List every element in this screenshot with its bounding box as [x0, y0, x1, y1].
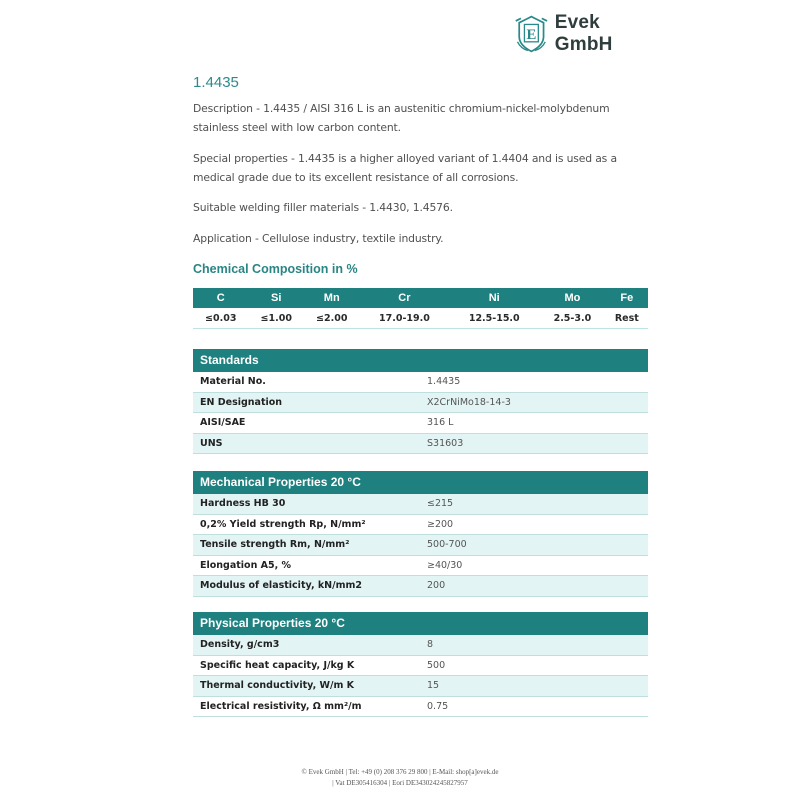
row-key: Material No. [200, 376, 266, 387]
chem-value-mn: ≤2.00 [304, 308, 360, 329]
chemical-composition-title: Chemical Composition in % [193, 262, 358, 276]
description-label: Description - [193, 102, 264, 115]
footer-tax-line: | Vat DE305416304 | Eori DE343024245827957 [332, 779, 468, 787]
row-value: X2CrNiMo18-14-3 [427, 396, 511, 408]
logo-letter: E [526, 27, 537, 44]
description-text: 1.4435 / AISI 316 L is an austenitic chromium-nickel-molybdenum stainless steel with low carbon content. [193, 102, 610, 134]
row-key: AISI/SAE [200, 417, 246, 428]
mechanical-properties-table [193, 471, 648, 597]
table-row [193, 697, 648, 718]
row-key: Elongation A5, % [200, 559, 292, 571]
special-properties-paragraph [193, 149, 653, 187]
row-value: 8 [427, 639, 434, 650]
row-key: Density, g/cm3 [200, 639, 280, 650]
row-key: Hardness HB 30 [200, 498, 286, 509]
chem-header-si: Si [249, 288, 305, 308]
standards-table [193, 349, 648, 454]
chem-value-ni: 12.5-15.0 [449, 308, 539, 329]
chem-value-c: ≤0.03 [193, 308, 249, 329]
row-value: 15 [427, 680, 440, 691]
brand-logo [514, 12, 654, 56]
physical-properties-title: Physical Properties 20 °C [193, 612, 648, 635]
page-title: 1.4435 [193, 74, 239, 91]
chem-header-fe: Fe [606, 288, 648, 308]
row-value: ≤215 [427, 498, 454, 509]
table-row [193, 635, 648, 656]
chemical-composition-table [193, 288, 648, 329]
welding-label: Suitable welding filler materials - [193, 201, 370, 214]
table-row [193, 434, 648, 455]
standards-title: Standards [193, 349, 648, 372]
brand-name: Evek GmbH [554, 12, 613, 55]
chem-value-cr: 17.0-19.0 [360, 308, 450, 329]
row-value: 500 [427, 659, 446, 671]
welding-paragraph [193, 198, 653, 217]
table-row [193, 576, 648, 597]
welding-text: 1.4430, 1.4576. [369, 201, 453, 214]
row-key: EN Designation [200, 396, 283, 408]
table-row [193, 413, 648, 434]
row-key: UNS [200, 437, 223, 449]
chem-header-mn: Mn [304, 288, 360, 308]
row-key: 0,2% Yield strength Rp, N/mm² [200, 518, 366, 530]
row-key: Tensile strength Rm, N/mm² [200, 539, 350, 550]
table-row [193, 676, 648, 697]
row-value: 1.4435 [427, 376, 461, 387]
row-value: 200 [427, 580, 446, 591]
chem-value-fe: Rest [606, 308, 648, 329]
chem-value-si: ≤1.00 [249, 308, 305, 329]
row-key: Specific heat capacity, J/kg K [200, 659, 355, 671]
chem-header-ni: Ni [449, 288, 539, 308]
chem-header-mo: Mo [539, 288, 605, 308]
mechanical-properties-title: Mechanical Properties 20 °C [193, 471, 648, 494]
table-row [193, 535, 648, 556]
row-value: S31603 [427, 437, 464, 449]
row-value: 0.75 [427, 700, 449, 712]
description-paragraph [193, 99, 653, 137]
row-key: Modulus of elasticity, kN/mm2 [200, 580, 363, 591]
chem-header-cr: Cr [360, 288, 450, 308]
row-value: ≥40/30 [427, 559, 463, 571]
shield-crest-icon [514, 14, 549, 54]
application-paragraph [193, 229, 653, 248]
row-value: 500-700 [427, 539, 467, 550]
table-row [193, 656, 648, 677]
row-value: 316 L [427, 417, 454, 428]
table-row [193, 515, 648, 536]
chem-header-c: C [193, 288, 249, 308]
page-footer [0, 767, 800, 789]
special-properties-text: 1.4435 is a higher alloyed variant of 1.4404 and is used as a medical grade due to its excellent resistance of all corrosions. [193, 152, 617, 184]
application-label: Application - [193, 232, 262, 245]
physical-properties-table [193, 612, 648, 717]
chemical-header-row [193, 288, 648, 308]
row-key: Electrical resistivity, Ω mm²/m [200, 700, 362, 712]
table-row [193, 494, 648, 515]
footer-contact-line: © Evek GmbH | Tel: +49 (0) 208 376 29 800 | E-Mail: shop[a]evek.de [301, 768, 499, 776]
table-row [193, 393, 648, 414]
row-key: Thermal conductivity, W/m K [200, 680, 355, 691]
chem-value-mo: 2.5-3.0 [539, 308, 605, 329]
table-row [193, 556, 648, 577]
table-row [193, 372, 648, 393]
special-properties-label: Special properties - [193, 152, 299, 165]
chemical-value-row [193, 308, 648, 329]
row-value: ≥200 [427, 518, 454, 530]
application-text: Cellulose industry, textile industry. [262, 232, 444, 245]
